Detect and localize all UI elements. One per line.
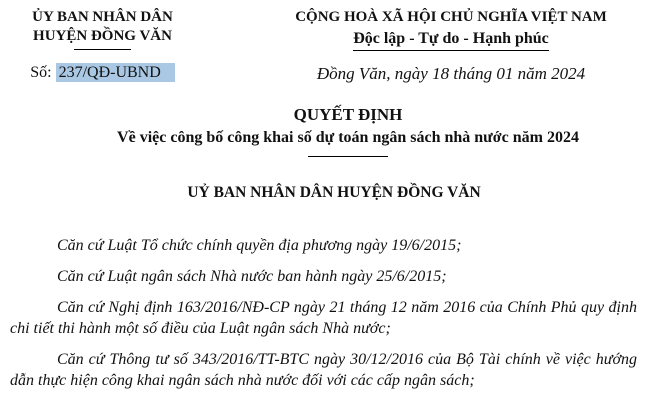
date-place-line: Đồng Văn, ngày 18 tháng 01 năm 2024 xyxy=(316,64,586,83)
legal-basis-paragraph: Căn cứ Thông tư số 343/2016/TT-BTC ngày 30/12/2016 của Bộ Tài chính về việc hướng dẫn thực hiện công khai ngân sách nhà nước đối với các cấp ngân sách; xyxy=(10,351,637,389)
decision-title: QUYẾT ĐỊNH xyxy=(293,105,403,124)
header-spacer xyxy=(205,8,262,85)
org-name-line-2: HUYỆN ĐỒNG VĂN xyxy=(33,28,172,44)
decision-subject: Về việc công bố công khai số dự toán ngân sách nhà nước năm 2024 xyxy=(117,129,579,146)
org-underline-divider xyxy=(74,49,131,50)
legal-basis-paragraph: Căn cứ Luật Tổ chức chính quyền địa phương ngày 19/6/2015; xyxy=(57,237,462,254)
header-left-block xyxy=(0,8,205,85)
legal-basis-section xyxy=(10,235,637,391)
doc-number-highlight: 237/QĐ-UBND xyxy=(56,63,175,82)
document-header xyxy=(0,0,648,85)
issuer-heading: UỶ BAN NHÂN DÂN HUYỆN ĐỒNG VĂN xyxy=(187,184,481,201)
org-name-line-1: ỦY BAN NHÂN DÂN xyxy=(32,9,173,25)
legal-basis-paragraph: Căn cứ Luật ngân sách Nhà nước ban hành ngày 25/6/2015; xyxy=(57,268,447,285)
national-motto-line-2: Độc lập - Tự do - Hạnh phúc xyxy=(353,29,549,51)
header-right-block xyxy=(262,8,640,85)
title-divider xyxy=(308,156,388,157)
doc-number-label: Số: xyxy=(30,64,56,81)
national-motto-line-1: CỘNG HOÀ XÃ HỘI CHỦ NGHĨA VIỆT NAM xyxy=(295,9,607,25)
title-block xyxy=(0,104,648,157)
legal-basis-paragraph: Căn cứ Nghị định 163/2016/NĐ-CP ngày 21 tháng 12 năm 2016 của Chính Phủ quy định chi tiết thi hành một số điều của Luật ngân sách Nhà nước; xyxy=(10,299,637,337)
doc-number-line xyxy=(0,63,205,83)
